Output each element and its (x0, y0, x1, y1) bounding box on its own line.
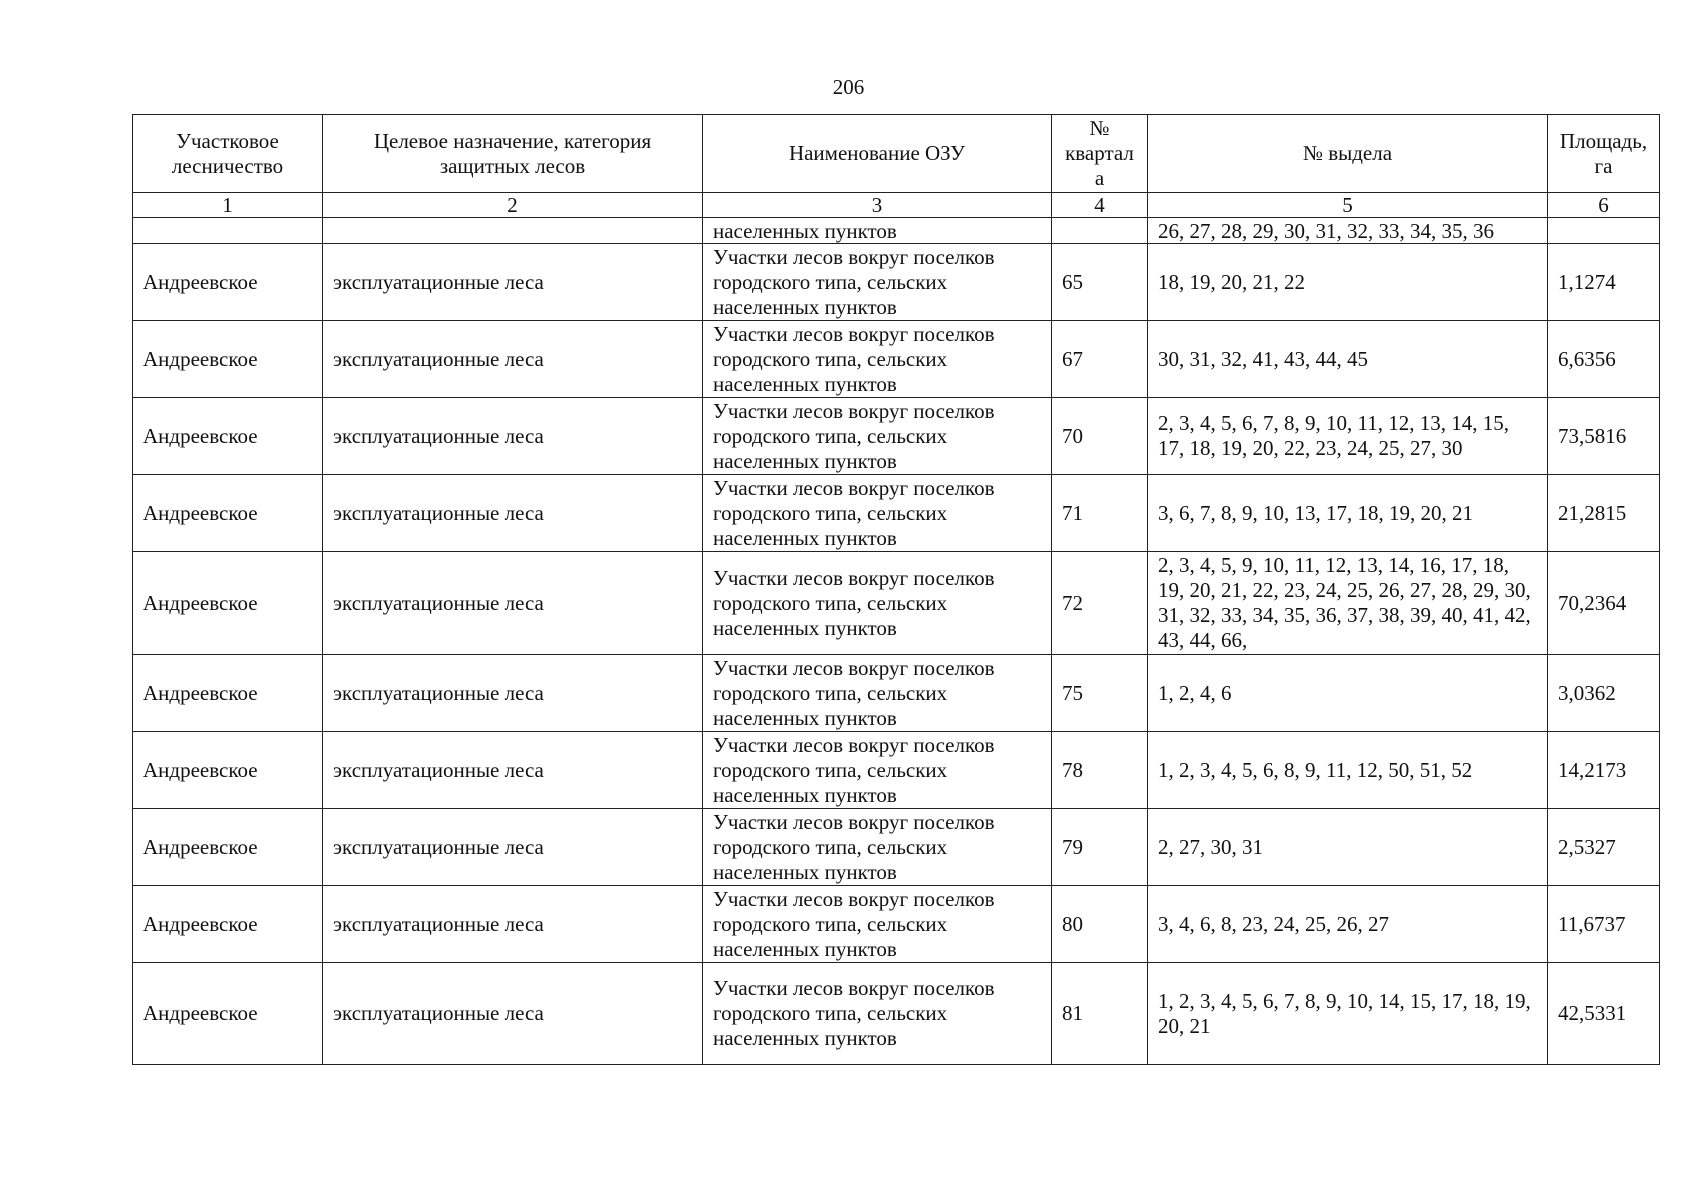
page-number: 206 (832, 75, 865, 99)
cell-area: 1,1274 (1548, 244, 1660, 321)
header-category: Целевое назначение, категория защитных лесов (323, 115, 703, 193)
cell-quarter: 81 (1052, 963, 1148, 1065)
header-quarter: № квартал а (1052, 115, 1148, 193)
cell-quarter: 70 (1052, 398, 1148, 475)
cell-forestry: Андреевское (133, 732, 323, 809)
cell-area: 73,5816 (1548, 398, 1660, 475)
cell-ozu-name: Участки лесов вокруг поселков городского типа, сельских населенных пунктов (703, 321, 1052, 398)
cell-ozu-name: Участки лесов вокруг поселков городского типа, сельских населенных пунктов (703, 886, 1052, 963)
header-ozu-name: Наименование ОЗУ (703, 115, 1052, 193)
cell-allotments: 2, 3, 4, 5, 6, 7, 8, 9, 10, 11, 12, 13, 14, 15, 17, 18, 19, 20, 22, 23, 24, 25, 27, 30 (1148, 398, 1548, 475)
column-number: 3 (703, 193, 1052, 218)
cell-allotments: 1, 2, 4, 6 (1148, 655, 1548, 732)
cell-allotments: 30, 31, 32, 41, 43, 44, 45 (1148, 321, 1548, 398)
cell-allotments: 3, 6, 7, 8, 9, 10, 13, 17, 18, 19, 20, 21 (1148, 475, 1548, 552)
cell-allotments: 2, 27, 30, 31 (1148, 809, 1548, 886)
cell-quarter: 65 (1052, 244, 1148, 321)
table-row (133, 244, 1660, 321)
column-number: 2 (323, 193, 703, 218)
cell-category: эксплуатационные леса (323, 655, 703, 732)
cell-forestry: Андреевское (133, 475, 323, 552)
table-row (133, 321, 1660, 398)
cell-ozu-name: Участки лесов вокруг поселков городского типа, сельских населенных пунктов (703, 552, 1052, 655)
column-number: 6 (1548, 193, 1660, 218)
cell-forestry (133, 218, 323, 244)
cell-area: 3,0362 (1548, 655, 1660, 732)
cell-forestry: Андреевское (133, 398, 323, 475)
cell-area: 21,2815 (1548, 475, 1660, 552)
cell-ozu-name: Участки лесов вокруг поселков городского типа, сельских населенных пунктов (703, 809, 1052, 886)
column-number: 5 (1148, 193, 1548, 218)
header-allotments: № выдела (1148, 115, 1548, 193)
table-row (133, 963, 1660, 1065)
cell-forestry: Андреевское (133, 963, 323, 1065)
cell-category: эксплуатационные леса (323, 963, 703, 1065)
cell-category (323, 218, 703, 244)
cell-quarter: 79 (1052, 809, 1148, 886)
cell-ozu-name: Участки лесов вокруг поселков городского типа, сельских населенных пунктов (703, 398, 1052, 475)
header-forestry: Участковое лесничество (133, 115, 323, 193)
cell-allotments: 18, 19, 20, 21, 22 (1148, 244, 1548, 321)
cell-area: 42,5331 (1548, 963, 1660, 1065)
table-row (133, 398, 1660, 475)
header-area: Площадь, га (1548, 115, 1660, 193)
cell-ozu-name: Участки лесов вокруг поселков городского типа, сельских населенных пунктов (703, 963, 1052, 1065)
cell-ozu-name: Участки лесов вокруг поселков городского типа, сельских населенных пунктов (703, 655, 1052, 732)
cell-quarter: 72 (1052, 552, 1148, 655)
cell-category: эксплуатационные леса (323, 552, 703, 655)
cell-area: 70,2364 (1548, 552, 1660, 655)
cell-quarter: 75 (1052, 655, 1148, 732)
cell-forestry: Андреевское (133, 655, 323, 732)
table-row (133, 732, 1660, 809)
cell-ozu-name: Участки лесов вокруг поселков городского типа, сельских населенных пунктов (703, 475, 1052, 552)
cell-forestry: Андреевское (133, 886, 323, 963)
cell-allotments: 1, 2, 3, 4, 5, 6, 8, 9, 11, 12, 50, 51, 52 (1148, 732, 1548, 809)
cell-quarter: 71 (1052, 475, 1148, 552)
column-number: 4 (1052, 193, 1148, 218)
cell-forestry: Андреевское (133, 809, 323, 886)
table-row (133, 552, 1660, 655)
cell-area: 11,6737 (1548, 886, 1660, 963)
cell-forestry: Андреевское (133, 244, 323, 321)
cell-quarter: 67 (1052, 321, 1148, 398)
cell-category: эксплуатационные леса (323, 809, 703, 886)
cell-quarter (1052, 218, 1148, 244)
cell-ozu-name: Участки лесов вокруг поселков городского типа, сельских населенных пунктов (703, 732, 1052, 809)
table-row (133, 655, 1660, 732)
cell-forestry: Андреевское (133, 321, 323, 398)
cell-category: эксплуатационные леса (323, 321, 703, 398)
cell-category: эксплуатационные леса (323, 244, 703, 321)
cell-category: эксплуатационные леса (323, 475, 703, 552)
cell-allotments: 26, 27, 28, 29, 30, 31, 32, 33, 34, 35, 36 (1148, 218, 1548, 244)
column-number: 1 (133, 193, 323, 218)
cell-category: эксплуатационные леса (323, 886, 703, 963)
table-row (133, 475, 1660, 552)
cell-forestry: Андреевское (133, 552, 323, 655)
cell-area: 2,5327 (1548, 809, 1660, 886)
cell-category: эксплуатационные леса (323, 732, 703, 809)
ozu-table (132, 114, 1660, 1065)
cell-quarter: 80 (1052, 886, 1148, 963)
cell-ozu-name: населенных пунктов (703, 218, 1052, 244)
table-header-row (133, 115, 1660, 193)
cell-ozu-name: Участки лесов вокруг поселков городского типа, сельских населенных пунктов (703, 244, 1052, 321)
cell-area: 14,2173 (1548, 732, 1660, 809)
cell-allotments: 3, 4, 6, 8, 23, 24, 25, 26, 27 (1148, 886, 1548, 963)
cell-allotments: 2, 3, 4, 5, 9, 10, 11, 12, 13, 14, 16, 17, 18, 19, 20, 21, 22, 23, 24, 25, 26, 27, 28, 29, 30, 31, 32, 33, 34, 35, 36, 37, 38, 39, 40, 41, 42, 43, 44, 66, (1148, 552, 1548, 655)
cell-category: эксплуатационные леса (323, 398, 703, 475)
table-row (133, 809, 1660, 886)
cell-quarter: 78 (1052, 732, 1148, 809)
continuation-row (133, 218, 1660, 244)
table-row (133, 886, 1660, 963)
cell-allotments: 1, 2, 3, 4, 5, 6, 7, 8, 9, 10, 14, 15, 17, 18, 19, 20, 21 (1148, 963, 1548, 1065)
column-number-row (133, 193, 1660, 218)
cell-area: 6,6356 (1548, 321, 1660, 398)
cell-area (1548, 218, 1660, 244)
